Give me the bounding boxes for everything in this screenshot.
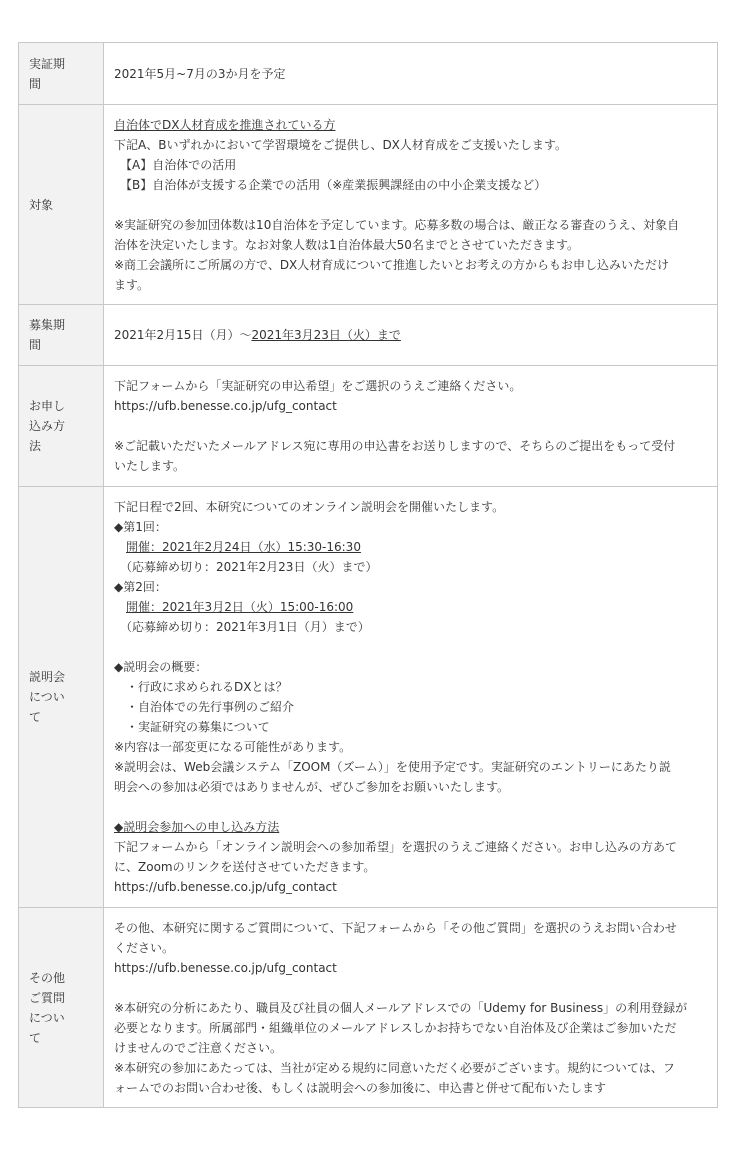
row-label xyxy=(19,305,104,366)
table-row xyxy=(19,305,718,366)
contact-url: https://ufb.benesse.co.jp/ufg_contact xyxy=(114,399,337,413)
content-line: 【B】自治体が支援する企業での活用（※産業振興課経由の中小企業支援など） xyxy=(114,177,547,192)
info-table xyxy=(18,42,718,1108)
blank-line xyxy=(114,637,708,657)
row-content xyxy=(104,487,718,908)
table-row xyxy=(19,908,718,1108)
content-line: 下記日程で2回、本研究についてのオンライン説明会を開催いたします。 xyxy=(114,500,505,514)
label-line: につい xyxy=(29,1010,65,1025)
content-line: （応募締め切り：2021年3月1日（月）まで） xyxy=(114,620,370,634)
content-line: 【A】自治体での活用 xyxy=(114,157,237,172)
content-line: 治体を決定いたします。なお対象人数は1自治体最大50名までとさせていただきます。 xyxy=(114,237,579,252)
content-line: けませんのでご注意ください。 xyxy=(114,1040,283,1055)
label-line: につい xyxy=(29,690,65,704)
contact-url: https://ufb.benesse.co.jp/ufg_contact xyxy=(114,960,337,975)
contact-url: https://ufb.benesse.co.jp/ufg_contact xyxy=(114,880,337,894)
row-label xyxy=(19,43,104,105)
content-line: ォームでのお問い合わせ後、もしくは説明会への参加後に、申込書と併せて配布いたします xyxy=(114,1080,607,1095)
content-line: 下記A、Bいずれかにおいて学習環境をご提供し、DX人材育成をご支援いたします。 xyxy=(114,137,567,152)
content-line xyxy=(114,325,708,345)
content-line xyxy=(114,597,708,617)
row-label xyxy=(19,487,104,908)
content-line: ◆説明会の概要： xyxy=(114,660,208,674)
label-line: て xyxy=(29,1030,42,1045)
label-line: 込み方 xyxy=(29,419,66,433)
label-line: 説明会 xyxy=(29,670,66,684)
label-line: 募集期 xyxy=(29,318,66,332)
table-row xyxy=(19,487,718,908)
row-content xyxy=(104,43,718,105)
blank-line xyxy=(114,195,708,215)
label-line: その他 xyxy=(29,970,66,985)
label-line: 法 xyxy=(29,439,42,453)
content-line: ※本研究の分析にあたり、職員及び社員の個人メールアドレスでの「Udemy for Business」の利用登録が xyxy=(114,1000,688,1015)
content-line: （応募締め切り：2021年2月23日（火）まで） xyxy=(114,560,378,574)
table-row xyxy=(19,366,718,487)
label-line: 間 xyxy=(29,338,42,352)
row-content xyxy=(104,105,718,305)
row-content xyxy=(104,305,718,366)
content-line: ※説明会は、Web会議システム「ZOOM（ズーム）」を使用予定です。実証研究のエントリーにあたり説 xyxy=(114,760,671,774)
label-line: 対象 xyxy=(29,197,54,212)
row-content xyxy=(104,908,718,1108)
label-line: て xyxy=(29,710,42,724)
row-label xyxy=(19,366,104,487)
content-line: ・行政に求められるDXとは？ xyxy=(114,680,288,694)
content-line: その他、本研究に関するご質問について、下記フォームから「その他ご質問」を選択のうえお問い合わせ xyxy=(114,920,677,935)
content-line: ◆第2回： xyxy=(114,580,167,594)
blank-line xyxy=(114,416,708,436)
content-line: ※商工会議所にご所属の方で、DX人材育成について推進したいとお考えの方からもお申し込みいただけ xyxy=(114,257,670,272)
table-row xyxy=(19,43,718,105)
label-line: ご質問 xyxy=(29,990,66,1005)
target-heading: 自治体でDX人材育成を推進されている方 xyxy=(114,117,336,132)
row-label xyxy=(19,908,104,1108)
session-2-time: 開催：2021年3月2日（火）15:00-16:00 xyxy=(126,600,354,614)
label-line: 実証期 xyxy=(29,56,66,71)
table-row xyxy=(19,105,718,305)
period-start: 2021年2月15日（月）～ xyxy=(114,328,252,342)
content-line: 2021年5月~7月の3か月を予定 xyxy=(114,66,286,81)
content-line: 明会への参加は必須ではありませんが、ぜひご参加をお願いいたします。 xyxy=(114,780,510,794)
content-line: 下記フォームから「オンライン説明会への参加希望」を選択のうえご連絡ください。お申し込みの方あて xyxy=(114,840,678,854)
content-line: 必要となります。所属部門・組織単位のメールアドレスしかお持ちでない自治体及び企業はご参加いただ xyxy=(114,1020,677,1035)
content-line: ・実証研究の募集について xyxy=(114,720,270,734)
content-line: ください。 xyxy=(114,940,175,955)
content-line: ※本研究の参加にあたっては、当社が定める規約に同意いただく必要がございます。規約については、フ xyxy=(114,1060,675,1075)
content-line: に、Zoomのリンクを送付させていただきます。 xyxy=(114,860,376,874)
label-line: お申し xyxy=(29,399,66,413)
period-end: 2021年3月23日（火）まで xyxy=(251,328,401,342)
content-line: ※実証研究の参加団体数は10自治体を予定しています。応募多数の場合は、厳正なる審査のうえ、対象自 xyxy=(114,217,680,232)
content-line: いたします。 xyxy=(114,459,186,473)
content-line: ◆第1回： xyxy=(114,520,167,534)
content-line xyxy=(114,537,708,557)
content-line: ※内容は一部変更になる可能性があります。 xyxy=(114,740,352,754)
label-line: 間 xyxy=(29,76,42,91)
content-line: ます。 xyxy=(114,277,150,292)
blank-line xyxy=(114,978,708,998)
row-content xyxy=(104,366,718,487)
row-label xyxy=(19,105,104,305)
content-line: 下記フォームから「実証研究の申込希望」をご選択のうえご連絡ください。 xyxy=(114,379,522,393)
application-heading: ◆説明会参加への申し込み方法 xyxy=(114,820,280,834)
content-line: ※ご記載いただいたメールアドレス宛に専用の申込書をお送りしますので、そちらのご提出をもって受付 xyxy=(114,439,676,453)
blank-line xyxy=(114,797,708,817)
session-1-time: 開催：2021年2月24日（水）15:30-16:30 xyxy=(126,540,361,554)
content-line: ・自治体での先行事例のご紹介 xyxy=(114,700,295,714)
